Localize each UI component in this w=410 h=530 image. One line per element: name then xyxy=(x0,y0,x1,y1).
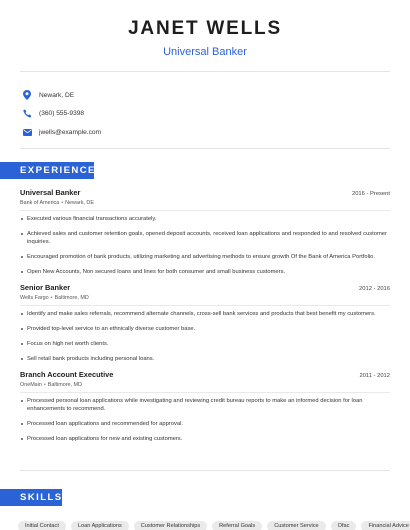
candidate-role: Universal Banker xyxy=(163,46,247,58)
contact-phone-text: (360) 555-9398 xyxy=(39,110,85,117)
job-company: Bank of America xyxy=(20,200,60,206)
contact-divider xyxy=(20,148,390,149)
job-company: OneMain xyxy=(20,381,42,388)
job-bullet: Processed loan applications and recommended for approval. xyxy=(20,420,390,428)
meta-separator: • xyxy=(61,200,64,206)
experience-list xyxy=(20,188,390,450)
contact-email xyxy=(22,123,410,141)
job-location: Newark, DE xyxy=(65,200,94,206)
job-bullet: Open New Accounts, Non secured loans and lines for both consumer and small business customers. xyxy=(20,268,390,276)
job-bullet: Processed personal loan applications while investigating and reviewing credit bureau reports to make an informed decision for loan enhancements to recommend. xyxy=(20,397,390,414)
job-entry xyxy=(20,370,390,444)
candidate-name: JANET WELLS xyxy=(128,18,282,39)
email-icon xyxy=(22,127,32,137)
job-title: Branch Account Executive xyxy=(20,369,114,379)
job-bullet: Executed various financial transactions accurately. xyxy=(20,215,390,223)
job-title: Senior Banker xyxy=(20,283,71,293)
job-bullet: Sell retail bank products including personal loans. xyxy=(20,355,390,363)
contact-email-text: jwells@example.com xyxy=(39,128,102,136)
job-dates: 2011 - 2012 xyxy=(359,372,390,379)
job-entry xyxy=(20,188,390,277)
skill-chip: Initial Contact xyxy=(18,521,66,530)
job-divider xyxy=(20,392,390,393)
job-bullets xyxy=(20,397,390,444)
job-meta xyxy=(20,200,390,206)
job-bullet: Processed loan applications for new and existing customers. xyxy=(20,435,390,443)
skills-list xyxy=(18,521,410,530)
map-pin-icon xyxy=(22,90,32,100)
skill-chip: Loan Applications xyxy=(71,521,129,530)
job-dates: 2012 - 2016 xyxy=(359,286,390,293)
experience-heading: EXPERIENCE xyxy=(0,162,94,179)
job-location: Baltimore, MD xyxy=(47,381,82,388)
skill-chip: Customer Relationships xyxy=(134,521,207,530)
skill-chip: Customer Service xyxy=(267,521,325,530)
job-dates: 2016 - Present xyxy=(351,191,390,197)
job-bullet: Encouraged promotion of bank products, utilizing marketing and advertising methods to ensure growth Of the Bank of America Portfolio. xyxy=(20,253,390,261)
job-meta xyxy=(20,295,390,301)
job-bullets xyxy=(20,310,390,363)
job-bullets xyxy=(20,215,390,277)
contact-list xyxy=(0,72,410,148)
job-company: Wells Fargo xyxy=(20,295,49,302)
skill-chip: Financial Advice xyxy=(361,521,410,530)
job-divider xyxy=(20,210,390,211)
meta-separator: • xyxy=(43,381,46,388)
job-bullet: Focus on high net worth clients. xyxy=(20,340,390,348)
job-bullet: Provided top-level service to an ethnically diverse customer base. xyxy=(20,325,390,333)
skills-heading: SKILLS xyxy=(0,489,62,506)
meta-separator: • xyxy=(50,295,53,302)
job-meta xyxy=(20,382,390,388)
contact-location-text: Newark, DE xyxy=(39,91,75,99)
contact-location xyxy=(22,86,410,104)
resume-header xyxy=(0,0,410,59)
skill-chip: Ofac xyxy=(331,521,357,530)
job-bullet: Achieved sales and customer retention goals, opened deposit accounts, received loan applications and responded to and resolved customer inquiries. xyxy=(20,230,390,247)
contact-phone xyxy=(22,105,410,123)
job-location: Baltimore, MD xyxy=(54,295,89,302)
skill-chip: Referral Goals xyxy=(212,521,262,530)
phone-icon xyxy=(22,109,32,119)
job-entry xyxy=(20,283,390,363)
job-divider xyxy=(20,305,390,306)
experience-divider xyxy=(20,470,390,471)
job-bullet: Identify and make sales referrals, recommend alternate channels, cross-sell bank services and products that best benefit my customers. xyxy=(20,310,390,318)
job-title: Universal Banker xyxy=(20,188,81,197)
